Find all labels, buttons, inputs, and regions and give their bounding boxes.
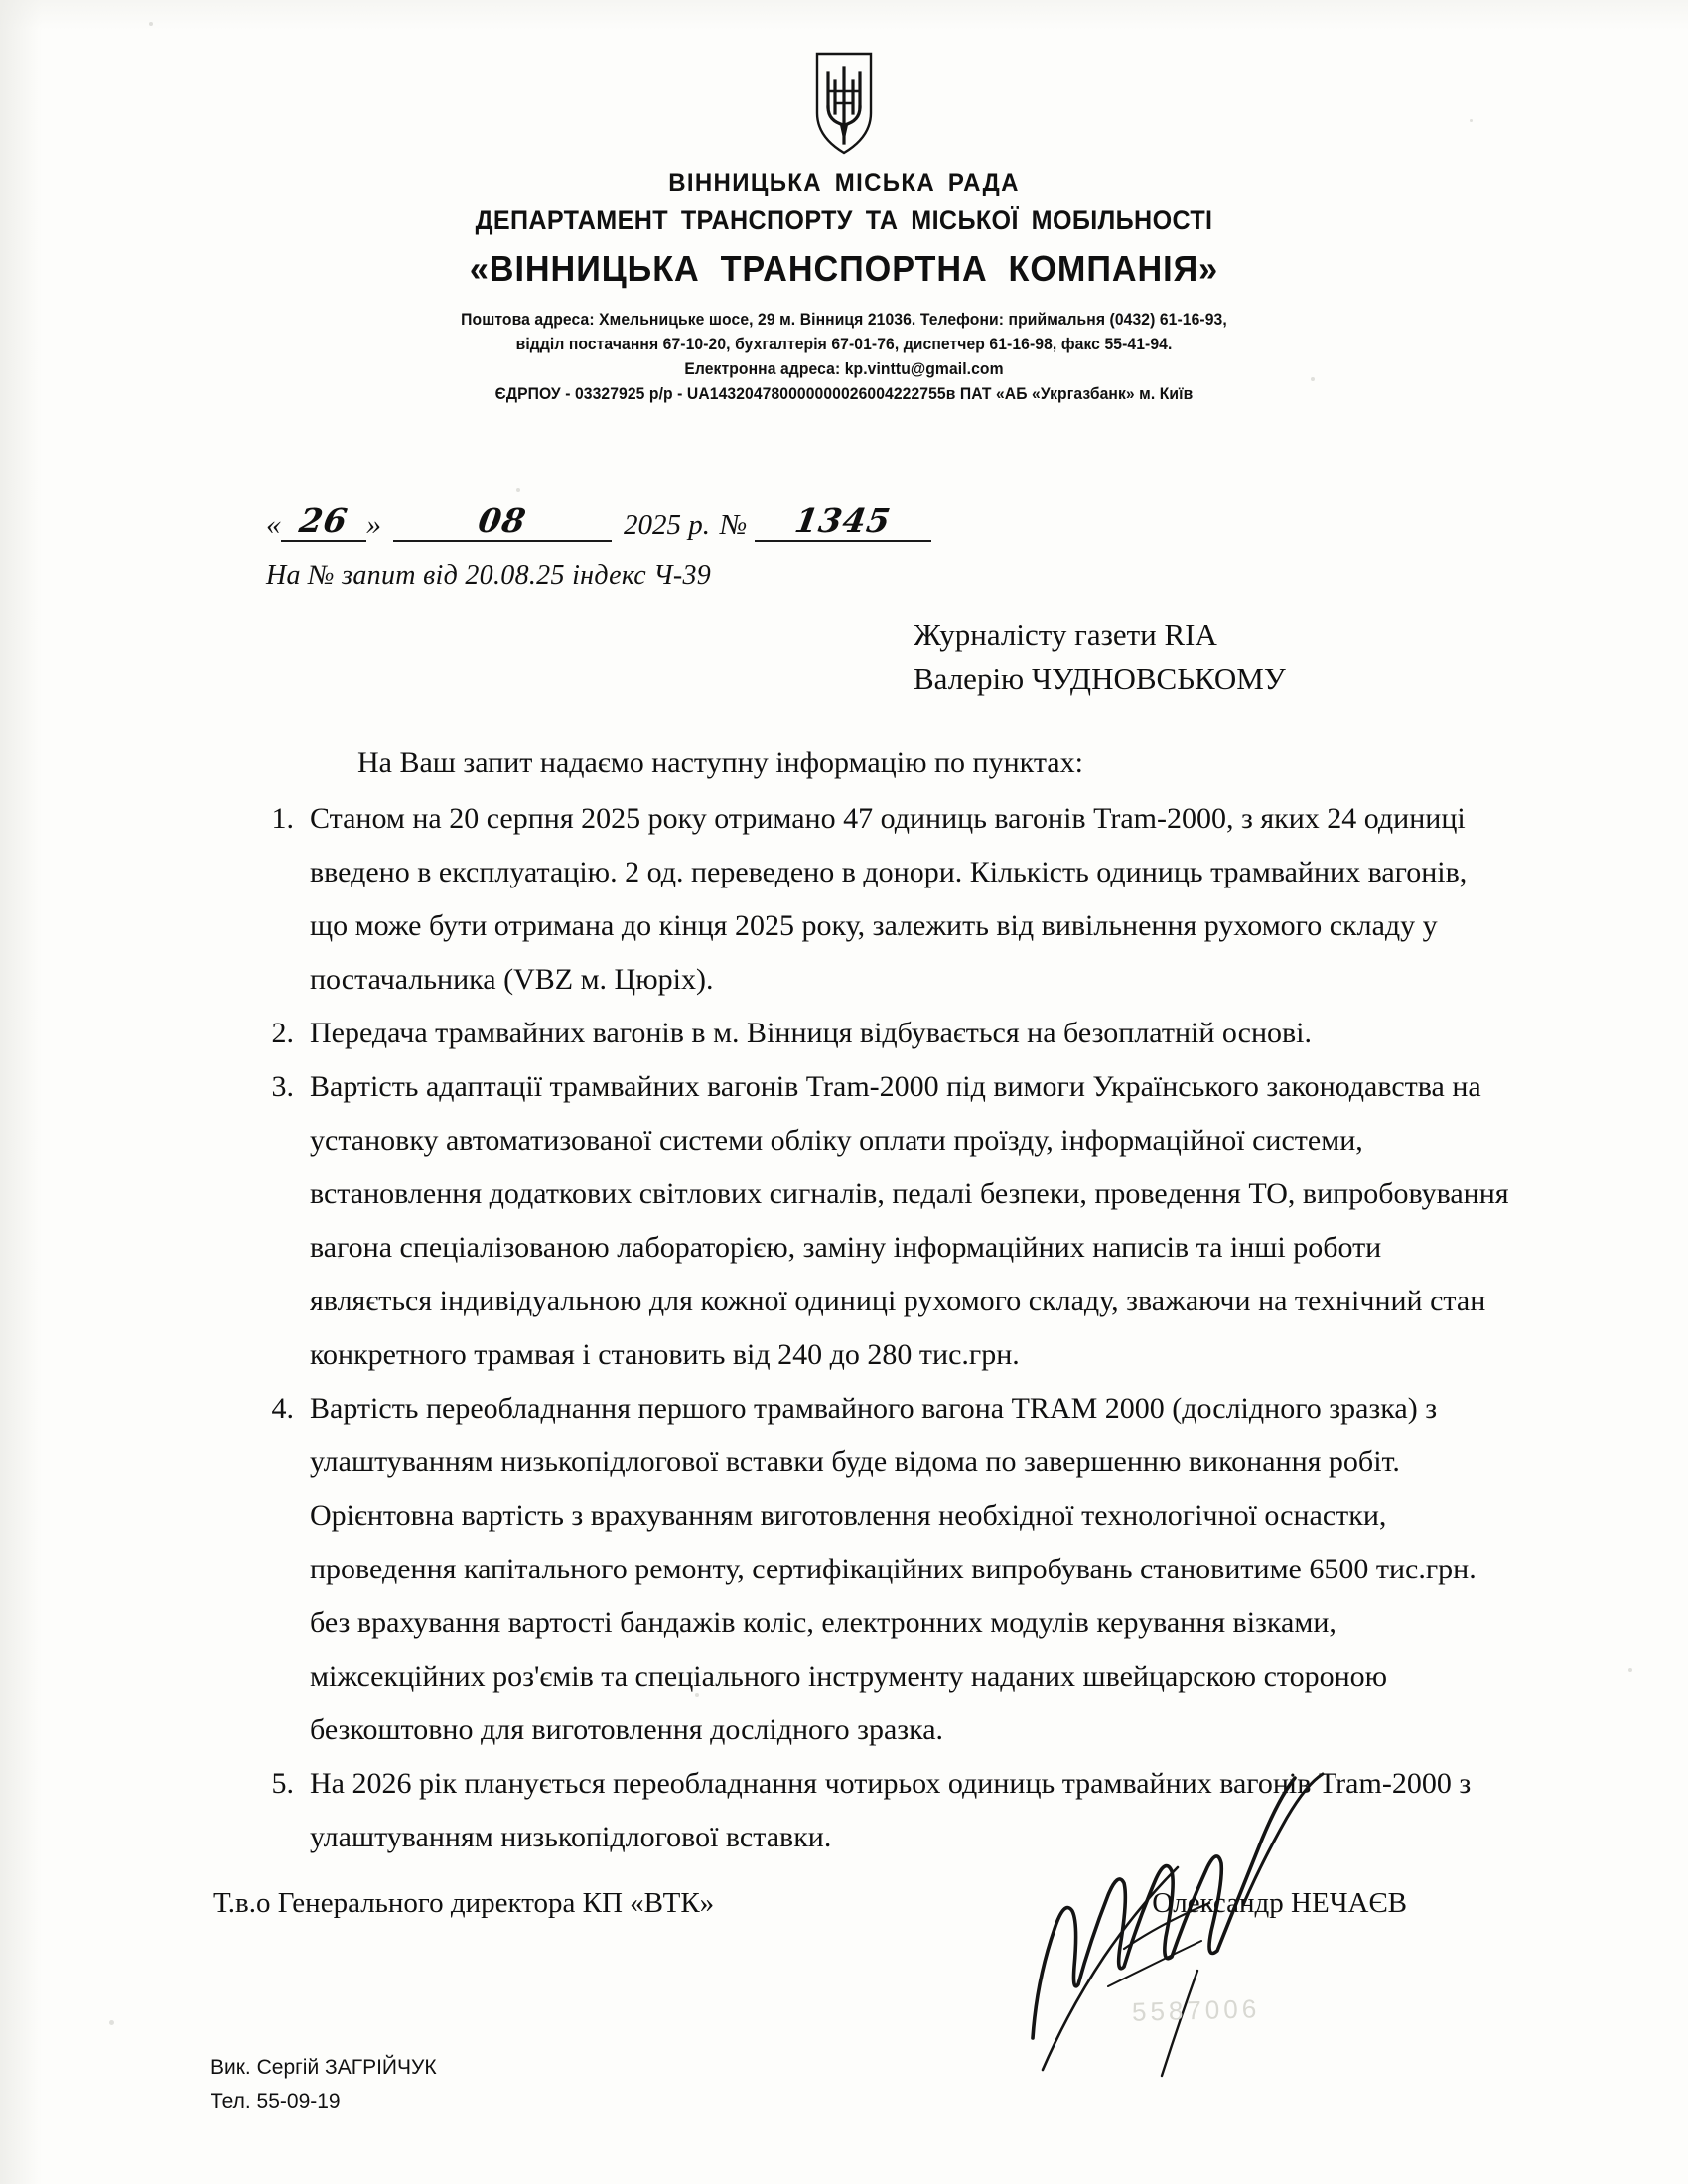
list-item: [248, 792, 1509, 1007]
list-item: [248, 1757, 1509, 1864]
phones-line: відділ постачання 67-10-20, бухгалтерія 67-01-76, диспетчер 61-16-98, факс 55-41-94.: [515, 336, 1173, 353]
document-meta: [266, 496, 931, 592]
item-marker: 3.: [271, 1070, 294, 1103]
scan-speck: [516, 488, 520, 492]
month-field: [393, 501, 612, 542]
letterhead: [0, 52, 1688, 407]
department-name: ДЕПАРТАМЕНТ ТРАНСПОРТУ ТА МІСЬКОЇ МОБІЛЬНОСТІ: [475, 205, 1213, 235]
scan-speck: [109, 2020, 114, 2025]
ukraine-trident-emblem: [813, 52, 875, 155]
reply-reference: На № запит від 20.08.25 індекс Ч-39: [266, 560, 712, 591]
addressee-block: [914, 614, 1286, 701]
month-value: 08: [475, 501, 530, 540]
item-marker: 2.: [271, 1017, 294, 1049]
item-marker: 4.: [271, 1392, 294, 1425]
numbered-items-list: [248, 792, 1509, 1864]
bank-details-line: ЄДРПОУ - 03327925 р/р - UA143204780000000026004222755в ПАТ «АБ «Укргазбанк» м. Київ: [494, 385, 1194, 403]
contact-details: [43, 308, 1646, 407]
item-text: Станом на 20 серпня 2025 року отримано 47 одиниць вагонів Tram-2000, з яких 24 одиниці введено в експлуатацію. 2 од. переведено в донори. Кількість одиниць трамвайних вагонів, що може бути отримана до кінця 2025 року, залежить від вивільнення рухомого складу у постачальника (VBZ м. Цюріх).: [310, 802, 1468, 996]
item-text: Передача трамвайних вагонів в м. Вінниця відбувається на безоплатній основі.: [310, 1017, 1312, 1049]
list-item: [248, 1382, 1509, 1757]
document-number-value: 1345: [792, 501, 895, 540]
item-text: На 2026 рік планується переобладнання чотирьох одиниць трамвайних вагонів Tram-2000 з улаштуванням низькопідлогової вставки.: [310, 1767, 1472, 1853]
city-council-name: ВІННИЦЬКА МІСЬКА РАДА: [668, 169, 1020, 197]
addressee-line-1: Журналісту газети RIA: [914, 617, 1217, 652]
list-item: [248, 1060, 1509, 1382]
item-text: Вартість адаптації трамвайних вагонів Tram-2000 під вимоги Українського законодавства на установку автоматизованої системи обліку оплати проїзду, інформаційної системи, встановлення додаткових світлових сигналів, педалі безпеки, проведення ТО, випробовування вагона спеціалізованою лабораторією, заміну інформаційних написів та інші роботи являється індивідуальною для кожної одиниці рухомого складу, зважаючи на технічний стан конкретного трамвая і становить від 240 до 280 тис.грн.: [310, 1070, 1509, 1371]
executor-name: Вик. Сергій ЗАГРІЙЧУК: [211, 2056, 437, 2079]
day-field: [281, 501, 366, 542]
item-marker: 1.: [271, 802, 294, 835]
year-label: 2025 р.: [624, 509, 710, 541]
item-text: Вартість переобладнання першого трамвайного вагона TRAM 2000 (дослідного зразка) з улаштуванням низькопідлогової вставки буде відома по завершенню виконання робіт. Орієнтовна вартість з врахуванням виготовлення необхідної технологічної оснастки, проведення капітального ремонту, сертифікаційних випробувань становитиме 6500 тис.грн. без врахування вартості бандажів коліс, електронних модулів керування візками, міжсекційних роз'ємів та спеціального інструменту наданих швейцарскою стороною безкоштовно для виготовлення дослідного зразка.: [310, 1392, 1477, 1746]
item-marker: 5.: [271, 1767, 294, 1800]
postal-address-line: Поштова адреса: Хмельницьке шосе, 29 м. Вінниця 21036. Телефони: приймальня (0432) 61-16-93,: [461, 311, 1227, 329]
quote-open: «: [266, 508, 281, 541]
body-intro: На Ваш запит надаємо наступну інформацію по пунктах:: [357, 747, 1083, 779]
date-number-row: [266, 496, 931, 542]
quote-close: »: [366, 508, 381, 541]
email-line: Електронна адреса: kp.vinttu@gmail.com: [684, 360, 1004, 378]
executor-phone: Тел. 55-09-19: [211, 2090, 341, 2113]
executor-block: [211, 2051, 437, 2118]
signatory-name: Олександр НЕЧАЄВ: [1152, 1887, 1407, 1919]
company-name: «ВІННИЦЬКА ТРАНСПОРТНА КОМПАНІЯ»: [469, 248, 1219, 289]
number-symbol: №: [720, 509, 748, 541]
signature-block: [213, 1881, 1494, 1951]
scan-speck: [1628, 1668, 1632, 1672]
signatory-title: Т.в.о Генерального директора КП «ВТК»: [213, 1887, 715, 1919]
list-item: [248, 1007, 1509, 1060]
scan-speck: [149, 22, 153, 26]
day-value: 26: [296, 501, 352, 540]
scan-bleed-artifact: 5587006: [1131, 1993, 1261, 2027]
addressee-line-2: Валерію ЧУДНОВСЬКОМУ: [914, 661, 1286, 696]
letter-body: [248, 737, 1509, 1864]
document-number-field: [755, 501, 931, 542]
